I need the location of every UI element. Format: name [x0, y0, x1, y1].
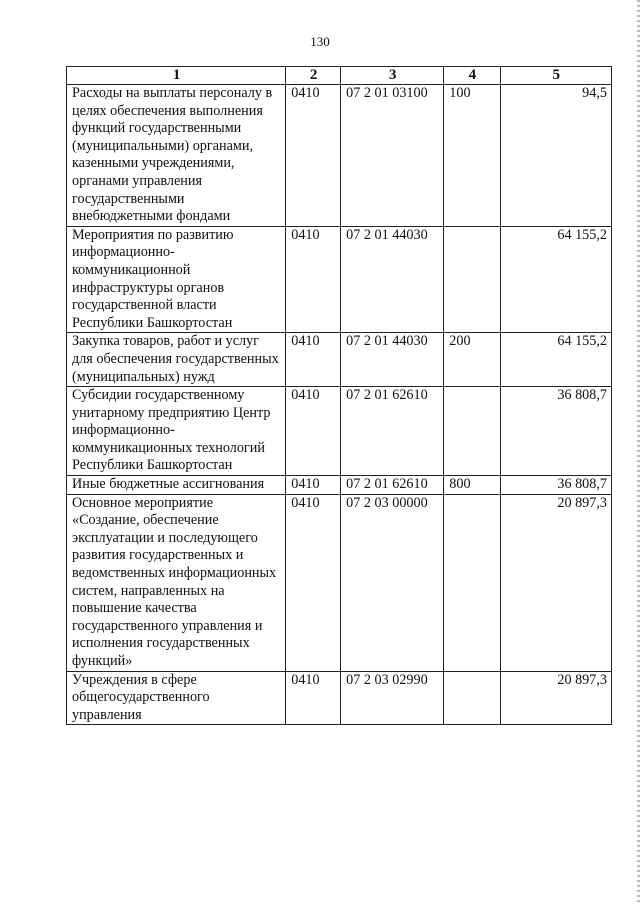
- row-amount: 64 155,2: [500, 333, 611, 387]
- row-code: 07 2 03 00000: [341, 494, 444, 671]
- row-section: 0410: [286, 226, 341, 333]
- row-name: Расходы на выплаты персоналу в целях обеспечения выполнения функций государственными (муниципальными) органами, казенными учреждениями, органами управления государственными внебюджетными фондами: [67, 85, 286, 227]
- row-section: 0410: [286, 387, 341, 476]
- row-type: 800: [444, 476, 500, 495]
- row-section: 0410: [286, 476, 341, 495]
- row-name: Основное мероприятие «Создание, обеспечение эксплуатации и последующего развития государственных и ведомственных информационных систем, направленных на повышение качества государственного управления и исполнения государственных функций»: [67, 494, 286, 671]
- row-amount: 64 155,2: [500, 226, 611, 333]
- header-col-3: 3: [341, 67, 444, 85]
- table-row: [67, 476, 612, 495]
- row-code: 07 2 03 02990: [341, 671, 444, 725]
- row-name: Учреждения в сфере общегосударственного управления: [67, 671, 286, 725]
- table-row: [67, 387, 612, 476]
- row-type: 200: [444, 333, 500, 387]
- table-row: [67, 333, 612, 387]
- row-code: 07 2 01 44030: [341, 226, 444, 333]
- header-col-5: 5: [500, 67, 611, 85]
- page-number: 130: [310, 34, 330, 49]
- row-amount: 94,5: [500, 85, 611, 227]
- table-row: [67, 226, 612, 333]
- row-code: 07 2 01 62610: [341, 387, 444, 476]
- header-col-1: 1: [67, 67, 286, 85]
- row-type: 100: [444, 85, 500, 227]
- header-col-2: 2: [286, 67, 341, 85]
- row-amount: 20 897,3: [500, 494, 611, 671]
- row-type: [444, 671, 500, 725]
- row-name: Закупка товаров, работ и услуг для обеспечения государственных (муниципальных) нужд: [67, 333, 286, 387]
- table-header-row: [67, 67, 612, 85]
- table-row: [67, 671, 612, 725]
- row-name: Мероприятия по развитию информационно-коммуникационной инфраструктуры органов государственной власти Республики Башкортостан: [67, 226, 286, 333]
- row-code: 07 2 01 03100: [341, 85, 444, 227]
- row-code: 07 2 01 44030: [341, 333, 444, 387]
- row-section: 0410: [286, 671, 341, 725]
- table-row: [67, 85, 612, 227]
- header-col-4: 4: [444, 67, 500, 85]
- row-amount: 36 808,7: [500, 387, 611, 476]
- row-type: [444, 387, 500, 476]
- row-section: 0410: [286, 333, 341, 387]
- row-name: Субсидии государственному унитарному предприятию Центр информационно-коммуникационных технологий Республики Башкортостан: [67, 387, 286, 476]
- table-row: [67, 494, 612, 671]
- row-section: 0410: [286, 494, 341, 671]
- row-name: Иные бюджетные ассигнования: [67, 476, 286, 495]
- row-type: [444, 226, 500, 333]
- row-section: 0410: [286, 85, 341, 227]
- row-amount: 36 808,7: [500, 476, 611, 495]
- budget-table: [66, 66, 612, 725]
- row-type: [444, 494, 500, 671]
- row-amount: 20 897,3: [500, 671, 611, 725]
- row-code: 07 2 01 62610: [341, 476, 444, 495]
